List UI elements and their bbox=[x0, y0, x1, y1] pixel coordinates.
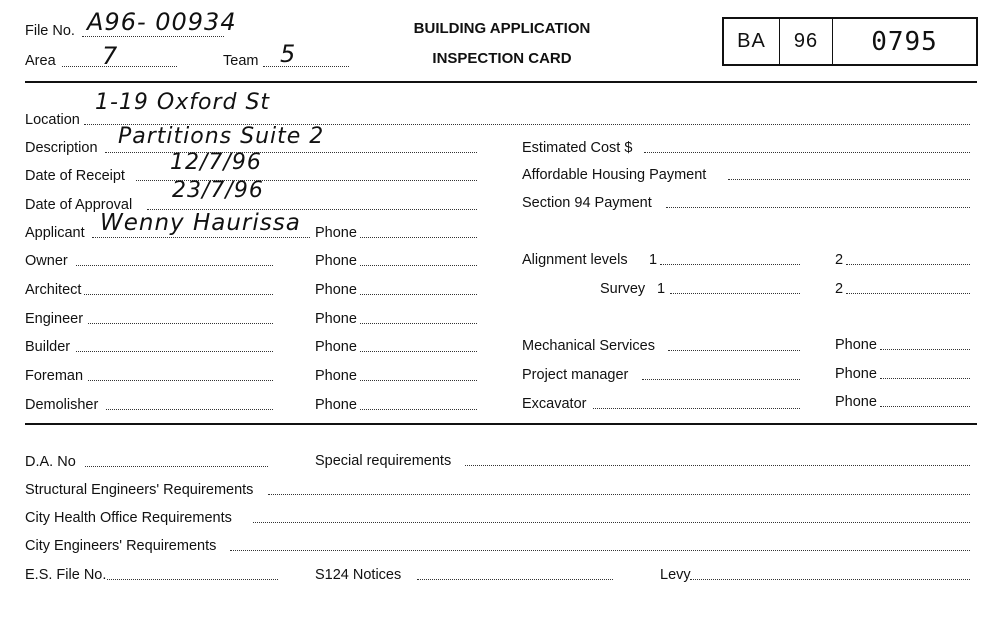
reference-box bbox=[722, 17, 978, 66]
da-line bbox=[85, 466, 268, 467]
mechanical-label: Mechanical Services bbox=[522, 338, 655, 354]
builder-phone-line bbox=[360, 351, 477, 352]
ref-year: 96 bbox=[780, 19, 833, 64]
s124-line bbox=[417, 579, 613, 580]
health-line bbox=[253, 522, 970, 523]
structural-line bbox=[268, 494, 970, 495]
foreman-line bbox=[88, 380, 273, 381]
alignment-line-1 bbox=[660, 264, 800, 265]
owner-phone-line bbox=[360, 265, 477, 266]
title-line-2: INSPECTION CARD bbox=[432, 50, 572, 67]
owner-phone-label: Phone bbox=[315, 253, 357, 269]
excavator-line bbox=[593, 408, 800, 409]
demolisher-label: Demolisher bbox=[25, 397, 99, 413]
survey-label: Survey bbox=[600, 281, 646, 297]
foreman-phone-line bbox=[360, 380, 477, 381]
s124-label: S124 Notices bbox=[315, 567, 402, 583]
mechanical-phone-line bbox=[880, 349, 970, 350]
engineer-phone-label: Phone bbox=[315, 311, 357, 327]
architect-label: Architect bbox=[25, 282, 82, 298]
engineer-phone-line bbox=[360, 323, 477, 324]
receipt-value: 12/7/96 bbox=[170, 150, 262, 175]
levy-line bbox=[690, 579, 970, 580]
area-value: 7 bbox=[102, 42, 119, 70]
engineer-label: Engineer bbox=[25, 311, 84, 327]
foreman-label: Foreman bbox=[25, 368, 84, 384]
es-line bbox=[107, 579, 278, 580]
section94-line bbox=[666, 207, 970, 208]
alignment-label: Alignment levels bbox=[522, 252, 628, 268]
affordable-label: Affordable Housing Payment bbox=[522, 167, 707, 183]
location-value: 1-19 Oxford St bbox=[95, 90, 271, 115]
owner-label: Owner bbox=[25, 253, 68, 269]
applicant-label: Applicant bbox=[25, 225, 85, 241]
mechanical-phone-label: Phone bbox=[835, 337, 877, 353]
details-divider bbox=[25, 423, 977, 425]
applicant-value: Wenny Haurissa bbox=[100, 210, 301, 236]
project-manager-phone-label: Phone bbox=[835, 366, 877, 382]
estimated-cost-line bbox=[644, 152, 970, 153]
location-label: Location bbox=[25, 112, 80, 128]
demolisher-phone-label: Phone bbox=[315, 397, 357, 413]
description-line bbox=[105, 152, 477, 153]
description-value: Partitions Suite 2 bbox=[118, 124, 325, 149]
survey-line-2 bbox=[846, 293, 970, 294]
survey-line-1 bbox=[670, 293, 800, 294]
team-label: Team bbox=[223, 53, 259, 69]
receipt-label: Date of Receipt bbox=[25, 168, 125, 184]
applicant-line bbox=[92, 237, 310, 238]
demolisher-phone-line bbox=[360, 409, 477, 410]
special-line bbox=[465, 465, 970, 466]
excavator-label: Excavator bbox=[522, 396, 587, 412]
alignment-num-2: 2 bbox=[835, 252, 844, 268]
file-no-line bbox=[82, 36, 224, 37]
ref-prefix: BA bbox=[724, 19, 780, 64]
affordable-line bbox=[728, 179, 970, 180]
ref-number: 0795 bbox=[871, 26, 938, 57]
es-label: E.S. File No. bbox=[25, 567, 107, 583]
area-line bbox=[62, 66, 177, 67]
project-manager-line bbox=[642, 379, 800, 380]
structural-label: Structural Engineers' Requirements bbox=[25, 482, 254, 498]
da-label: D.A. No bbox=[25, 454, 76, 470]
engineer-line bbox=[88, 323, 273, 324]
city-eng-label: City Engineers' Requirements bbox=[25, 538, 217, 554]
builder-label: Builder bbox=[25, 339, 71, 355]
excavator-phone-label: Phone bbox=[835, 394, 877, 410]
area-label: Area bbox=[25, 53, 56, 69]
builder-line bbox=[76, 351, 273, 352]
alignment-num-1: 1 bbox=[649, 252, 658, 268]
levy-label: Levy bbox=[660, 567, 691, 583]
city-eng-line bbox=[230, 550, 970, 551]
mechanical-line bbox=[668, 350, 800, 351]
title-line-1: BUILDING APPLICATION bbox=[413, 20, 591, 37]
owner-line bbox=[76, 265, 273, 266]
alignment-line-2 bbox=[846, 264, 970, 265]
architect-line bbox=[84, 294, 273, 295]
description-label: Description bbox=[25, 140, 98, 156]
approval-label: Date of Approval bbox=[25, 197, 133, 213]
architect-phone-label: Phone bbox=[315, 282, 357, 298]
approval-value: 23/7/96 bbox=[172, 178, 264, 203]
health-label: City Health Office Requirements bbox=[25, 510, 232, 526]
team-line bbox=[263, 66, 349, 67]
builder-phone-label: Phone bbox=[315, 339, 357, 355]
team-value: 5 bbox=[280, 40, 297, 68]
applicant-phone-label: Phone bbox=[315, 225, 357, 241]
survey-num-2: 2 bbox=[835, 281, 844, 297]
estimated-cost-label: Estimated Cost $ bbox=[522, 140, 633, 156]
file-no-label: File No. bbox=[25, 23, 75, 39]
architect-phone-line bbox=[360, 294, 477, 295]
excavator-phone-line bbox=[880, 406, 970, 407]
header-divider bbox=[25, 81, 977, 83]
survey-num-1: 1 bbox=[657, 281, 666, 297]
special-label: Special requirements bbox=[315, 453, 452, 469]
project-manager-label: Project manager bbox=[522, 367, 629, 383]
section94-label: Section 94 Payment bbox=[522, 195, 652, 211]
project-manager-phone-line bbox=[880, 378, 970, 379]
file-no-value: A96- 00934 bbox=[87, 8, 237, 36]
applicant-phone-line bbox=[360, 237, 477, 238]
foreman-phone-label: Phone bbox=[315, 368, 357, 384]
demolisher-line bbox=[106, 409, 273, 410]
